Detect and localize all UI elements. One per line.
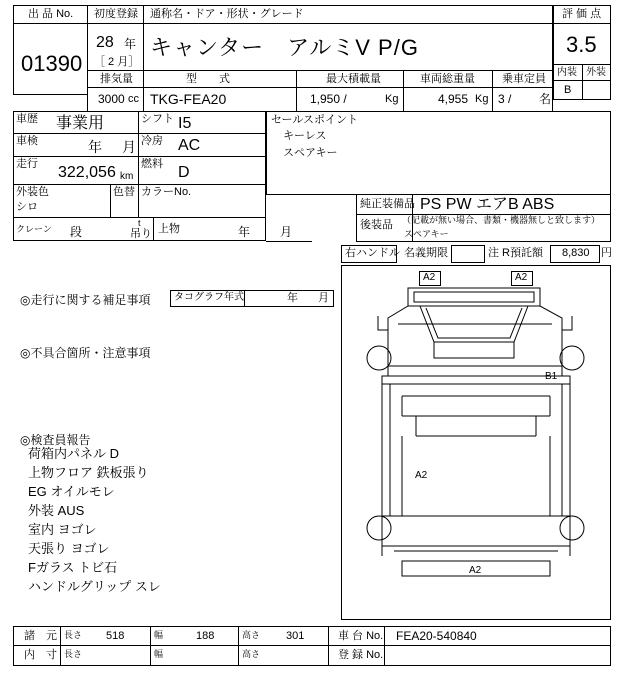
damage-mark: A2 — [415, 470, 428, 481]
damage-diagram — [341, 265, 611, 620]
aftermarket-note: （記載が無い場合、書類・機器無しと致します） — [402, 215, 601, 225]
inspection-month: 月 — [122, 139, 136, 155]
damage-mark: A2 — [423, 272, 436, 283]
interior-grade: B — [564, 84, 572, 96]
width-value: 188 — [196, 630, 215, 642]
interior-label: 内装 — [557, 67, 577, 78]
grade-label: 通称名・ドア・形状・グレード — [150, 8, 304, 20]
length-label: 長さ — [64, 630, 83, 640]
history-value: 事業用 — [56, 115, 105, 132]
lot-number-label: 出 品 No. — [28, 8, 74, 20]
max-load-unit: Kg — [385, 93, 399, 105]
color-code-label: カラーNo. — [141, 186, 192, 198]
chassis-label: 車 台 No. — [338, 630, 384, 642]
crane-tier: 段 — [70, 225, 83, 239]
yen-label: 円 — [601, 247, 612, 259]
height-label: 高さ — [242, 630, 261, 640]
ac-label: 冷房 — [141, 135, 163, 147]
crane-label: クレーン — [16, 224, 52, 234]
top-label: 上物 — [158, 223, 180, 235]
inspector-line: 天張り ヨゴレ — [28, 541, 110, 556]
exterior-color-label: 外装色 — [16, 186, 49, 198]
tachograph-label: タコグラフ年式 — [174, 292, 244, 303]
color-change-label: 色替 — [113, 186, 135, 198]
mileage-label: 走行 — [16, 158, 38, 170]
steering-value: 右ハンドル — [345, 247, 400, 259]
exterior-color-value: シロ — [16, 201, 38, 213]
max-load-value: 1,950 / — [310, 92, 347, 106]
model-value: TKG-FEA20 — [150, 91, 227, 107]
gross-weight-value: 4,955 — [438, 92, 469, 106]
sales-points-label: セールスポイント — [271, 114, 359, 126]
inspector-report-label: ◎検査員報告 — [20, 433, 91, 447]
top-month: 月 — [280, 225, 293, 239]
displacement-value: 3000 — [98, 92, 125, 106]
fuel-label: 燃料 — [141, 158, 163, 170]
inspection-year: 年 — [88, 139, 102, 155]
damage-mark: B1 — [545, 371, 558, 382]
factory-equipment-value: PS PW エアB ABS — [420, 196, 555, 213]
damage-mark: A2 — [515, 272, 528, 283]
deposit-label: 注 R預託額 — [488, 247, 543, 259]
inner-dimensions-label: 内 寸 — [24, 649, 57, 661]
tachograph-year: 年 — [287, 292, 298, 304]
model-label: 型 式 — [186, 73, 230, 85]
chassis-value: FEA20-540840 — [396, 629, 477, 643]
capacity-unit: 名 — [539, 92, 552, 106]
capacity-value: 3 / — [498, 92, 512, 106]
capacity-label: 乗車定員 — [502, 73, 546, 85]
registration-label: 登 録 No. — [338, 649, 384, 661]
shift-label: シフト — [141, 113, 174, 125]
name-change-box — [451, 245, 485, 263]
displacement-unit: cc — [128, 93, 139, 105]
gross-weight-unit: Kg — [475, 93, 489, 105]
score-label: 評 価 点 — [562, 8, 602, 20]
inspector-line: EG オイルモレ — [28, 484, 115, 499]
inner-length-label: 長さ — [64, 649, 83, 659]
length-value: 518 — [106, 630, 125, 642]
inspector-line: 室内 ヨゴレ — [28, 522, 97, 537]
aftermarket-label: 後装品 — [360, 219, 393, 231]
inspector-line: 上物フロア 鉄板張り — [28, 465, 149, 480]
aftermarket-value: スペアキー — [404, 229, 449, 239]
first-registration-month: ［ 2 月］ — [94, 56, 140, 68]
sales-point-1: キーレス — [283, 130, 327, 142]
width-label: 幅 — [154, 630, 164, 640]
shift-value: I5 — [178, 115, 192, 132]
defects-label: ◎不具合箇所・注意事項 — [20, 346, 151, 360]
tachograph-month: 月 — [318, 292, 329, 304]
name-change-label: 名義期限 — [404, 247, 448, 259]
inspector-line: 外装 AUS — [28, 503, 85, 518]
history-label: 車歴 — [16, 113, 38, 125]
inspector-line: ハンドルグリップ スレ — [28, 579, 161, 594]
mileage-unit: km — [120, 171, 134, 182]
height-value: 301 — [286, 630, 305, 642]
ac-value: AC — [178, 137, 201, 154]
dimensions-label: 諸 元 — [24, 630, 57, 642]
score-value: 3.5 — [566, 32, 597, 57]
crane-ton-symbol: t — [138, 218, 141, 228]
inspection-label: 車検 — [16, 135, 38, 147]
gross-weight-label: 車両総重量 — [420, 73, 475, 85]
first-registration-year: 28 — [96, 34, 114, 51]
exterior-label: 外装 — [586, 67, 606, 78]
year-char: 年 — [124, 37, 137, 51]
deposit-value: 8,830 — [562, 247, 590, 259]
top-year: 年 — [238, 225, 251, 239]
max-load-label: 最大積載量 — [326, 73, 381, 85]
footer-table — [13, 626, 611, 666]
first-registration-label: 初度登録 — [94, 8, 138, 20]
mileage-value: 322,056 — [58, 164, 116, 181]
car-name: キャンター アルミV P/G — [150, 35, 419, 60]
lot-number: 01390 — [21, 51, 83, 76]
crane-ton-label: 吊り — [130, 228, 152, 240]
inner-height-label: 高さ — [242, 649, 261, 659]
inner-width-label: 幅 — [154, 649, 164, 659]
inspector-line: Fガラス トビ石 — [28, 560, 118, 575]
damage-mark: A2 — [469, 565, 482, 576]
driving-notes-label: ◎走行に関する補足事項 — [20, 293, 151, 307]
displacement-label: 排気量 — [100, 73, 133, 85]
fuel-value: D — [178, 164, 190, 181]
sales-point-2: スペアキー — [283, 147, 338, 159]
factory-equipment-label: 純正装備品 — [360, 198, 415, 210]
inspector-line: 荷箱内パネル D — [28, 446, 120, 461]
inspector-report — [28, 444, 161, 596]
